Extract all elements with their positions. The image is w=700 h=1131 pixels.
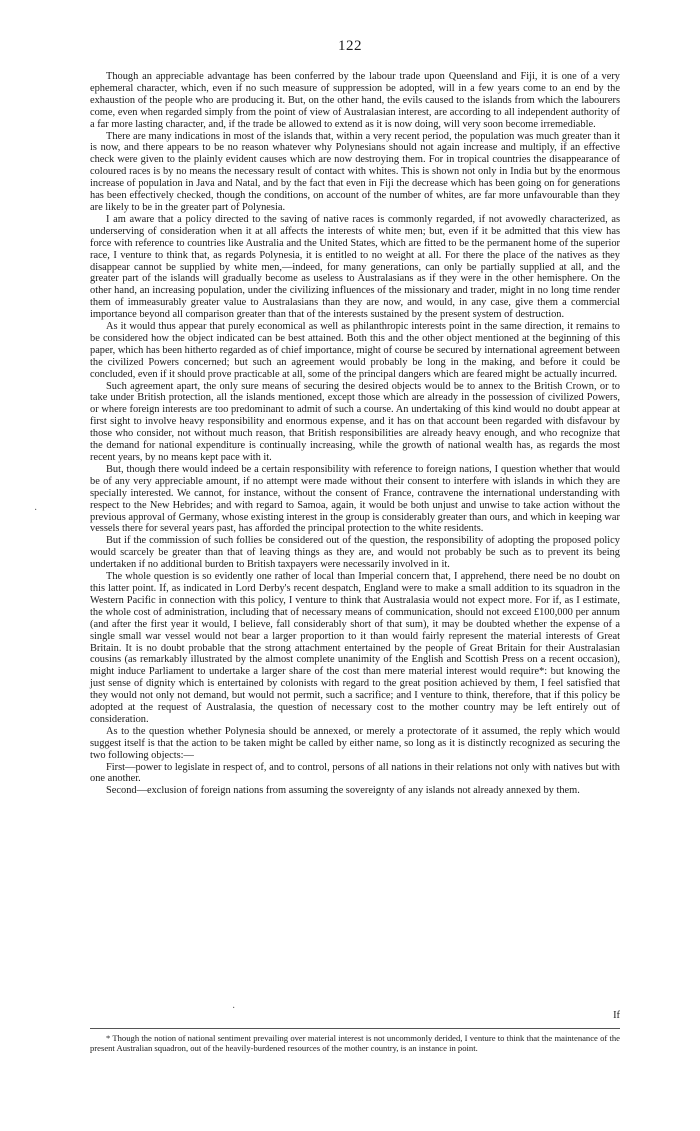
footnote-rule [90,1028,620,1029]
paragraph-7: But if the commission of such follies be considered out of the question, the responsibility of adopting the proposed policy would scarcely be greater than that of leaving things as they are, and would not probably be such as to prevent its being undertaken if no additional burden to British taxpayers were necessarily involved in it. [90,535,620,571]
paragraph-5: Such agreement apart, the only sure means of securing the desired objects would be to annex to the British Crown, or to take under British protection, all the islands mentioned, except those which are already in the possession of civilized Powers, or where foreign interests are too predominant to admit of such a course. An undertaking of this kind would no doubt appear at first sight to involve heavy responsibility and enormous expense, and it has on that account been regarded with disfavour by those who consider, not without much reason, that British responsibilities are already heavy enough, and who recognize that the demand for national expenditure is continually increasing, while the growth of national wealth has, as regards the most recent years, by no means kept pace with it. [90,380,620,463]
paragraph-4: As it would thus appear that purely economical as well as philanthropic interests point in the same direction, it remains to be considered how the object indicated can be best attained. Both this and the other object mentioned at the beginning of this paper, which has been hitherto regarded as of chief importance, might of course be secured by international agreement between the civilized Powers concerned; but such an agreement would probably be long in the making, and before it could be concluded, even if it should prove practicable at all, some of the principal dangers which are feared might be actually incurred. [90,321,620,380]
paragraph-8: The whole question is so evidently one rather of local than Imperial concern that, I apprehend, there need be no doubt on this latter point. If, as indicated in Lord Derby's recent despatch, England were to make a small addition to its squadron in the Western Pacific in connection with this policy, I venture to think that Australasia would not expect more. For if, as I estimate, the whole cost of administration, including that of necessary means of communication, should not exceed £100,000 per annum (and after the first year it would, I believe, fall considerably short of that sum), it may be doubted whether the expense of a single small war vessel would not bear a larger proportion to it than would fairly represent the material interests of Great Britain. It is no doubt probable that the strong attachment entertained by the people of Great Britain for their Australasian cousins (as remarkably illustrated by the almost complete unanimity of the English and Scottish Press on a recent occasion), might induce Parliament to undertake a larger share of the cost than mere material interest would require*: but knowing the just sense of dignity which is entertained by colonists with regard to the great position achieved by them, I feel satisfied that they would not only not demand, but would not permit, such a sacrifice; and I venture to think, therefore, that if this policy be adopted at the request of Australasia, the question of necessary cost to the mother country may be left entirely out of consideration. [90,571,620,725]
catchword: If [613,1010,620,1021]
body-text [90,71,620,797]
paragraph-10: First—power to legislate in respect of, and to control, persons of all nations in their relations not only with natives but with one another. [90,761,620,785]
footnote: * Though the notion of national sentiment prevailing over material interest is not uncommonly derided, I venture to think that the maintenance of the present Australian squadron, out of the heavily-burdened resources of the mother country, is an instance in point. [90,1033,620,1053]
paragraph-2: There are many indications in most of the islands that, within a very recent period, the population was much greater than it is now, and there appears to be no reason whatever why Polynesians should not again increase and multiply, if an effective check were given to the plainly evident causes which are now destroying them. For in tropical countries the disappearance of coloured races is by no means the necessary result of contact with whites. This is shown not only in India but by the enormous increase of population in Java and Natal, and by the fact that even in Fiji the decrease which has been going on for generations has been effectively checked, though the conditions, on account of the number of whites, are far more unfavourable than they are likely to be in the greater part of Polynesia. [90,130,620,213]
paragraph-3: I am aware that a policy directed to the saving of native races is commonly regarded, if not avowedly characterized, as underserving of consideration when it at all affects the interests of white men; but, even if it be admitted that this view has force with reference to countries like Australia and the United States, which are fitted to be the permanent home of the superior race, I venture to think that, as regards Polynesia, it is entitled to no weight at all. For there the place of the natives as they disappear cannot be supplied by white men,—indeed, for many generations, can only be partially supplied at all, and the greater part of the islands will gradually become as useless to Australasians as if they were in the other hemisphere. On the other hand, an increasing population, under the civilizing influences of the missionary and trader, might in no long time render them of immeasurably greater value to Australasians than they are now, and would, in any case, give them a commercial importance beyond all comparison greater than that of the interests sustained by the present system of destruction. [90,213,620,321]
ink-speck: · [232,1003,236,1014]
paragraph-6: But, though there would indeed be a certain responsibility with reference to foreign nations, I question whether that would be of any very appreciable amount, if no attempt were made without their consent to interfere with islands in which they are specially interested. We cannot, for instance, without the consent of France, contravene the international understanding with respect to the New Hebrides; and with regard to Samoa, again, it would be both unjust and unwise to take action without the previous approval of Germany, whose existing interest in the group is considerably greater than ours, and which in keeping war vessels there for several years past, has afforded the principal protection to the white residents. [90,463,620,535]
margin-mark: · [34,505,38,516]
paragraph-11: Second—exclusion of foreign nations from assuming the sovereignty of any islands not already annexed by them. [106,785,580,797]
paragraph-1: Though an appreciable advantage has been conferred by the labour trade upon Queensland and Fiji, it is one of a very ephemeral character, which, even if no such measure of suppression be adopted, will in a few years come to an end by the exhaustion of the people who are producing it. But, on the other hand, the evils caused to the islands from which the labourers come, even when regarded simply from the point of view of Australasian interest, are according to all independent authority of a far more lasting character, and, if the trade be allowed to extend as it is now doing, will very soon become irremediable. [90,71,620,130]
paragraph-9: As to the question whether Polynesia should be annexed, or merely a protectorate of it assumed, the reply which would suggest itself is that the action to be taken might be called by either name, so long as it is distinctly recognized as securing the two following objects:— [90,725,620,761]
page-number: 122 [338,38,362,54]
